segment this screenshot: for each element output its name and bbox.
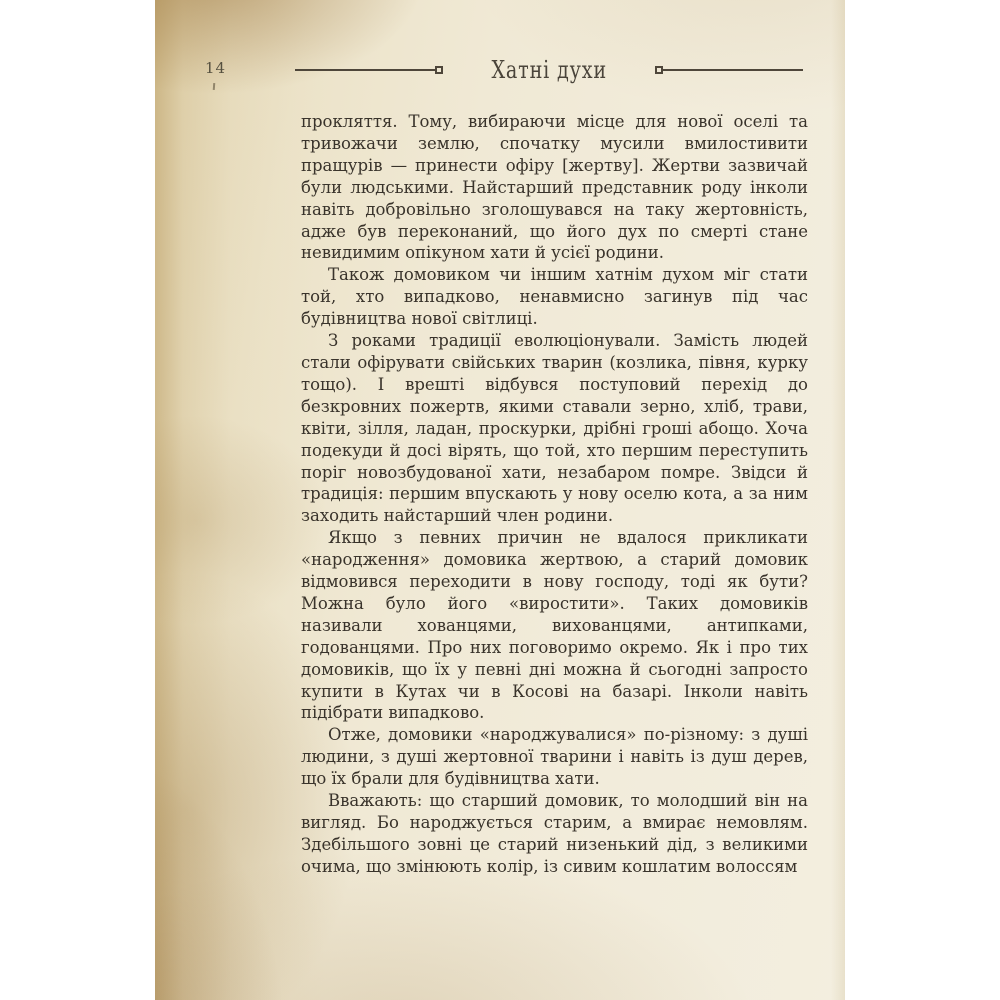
square-cap-left-icon [435, 66, 443, 74]
body-paragraph: Отже, домовики «народжувалися» по-різному: з душі людини, з душі жертовної тварини і навіть із душ дерев, що їх брали для будівництва хати. [301, 725, 808, 789]
chapter-title: Хатні духи [491, 56, 607, 84]
page-number-tick [213, 83, 215, 90]
square-cap-right-icon [655, 66, 663, 74]
body-paragraph: прокляття. Тому, вибираючи місце для нової оселі та тривожачи землю, спочатку мусили вмилостивити пращурів — принести офіру [жертву]. Жертви зазвичай були людськими. Найстарший представник роду інколи навіть добровільно зголошувався на таку жертовність, адже був переконаний, що його дух по смерті стане невидимим опікуном хати й усієї родини. [301, 112, 808, 263]
body-paragraph: Також домовиком чи іншим хатнім духом міг стати той, хто випадково, ненавмисно загинув під час будівництва нової світлиці. [301, 265, 808, 329]
body-paragraph: Вважають: що старший домовик, то молодший він на вигляд. Бо народжується старим, а вмирає немовлям. Здебільшого зовні це старий низенький дід, з великими очима, що змінюють колір, із сивим кошлатим волоссям [301, 791, 808, 876]
page-paper [155, 0, 845, 1000]
header-rule-right [663, 69, 803, 71]
header-ornament [295, 56, 803, 84]
header-rule-left [295, 69, 435, 71]
running-header [155, 56, 845, 90]
body-paragraph: Якщо з певних причин не вдалося прикликати «народження» домовика жертвою, а старий домовик відмовився переходити в нову господу, тоді як бути? Можна було його «виростити». Таких домовиків називали хованцями, вихованцями, антипками, годованцями. Про них поговоримо окремо. Як і про тих домовиків, що їх у певні дні можна й сьогодні запросто купити в Кутах чи в Косові на базарі. Інколи навіть підібрати випадково. [301, 528, 808, 723]
body-paragraph: З роками традиції еволюціонували. Замість людей стали офірувати свійських тварин (козлика, півня, курку тощо). І врешті відбувся поступовий перехід до безкровних пожертв, якими ставали зерно, хліб, трави, квіти, зілля, ладан, проскурки, дрібні гроші абощо. Хоча подекуди й досі вірять, що той, хто першим переступить поріг новозбудованої хати, незабаром помре. Звідси й традиція: першим впускають у нову оселю кота, а за ним заходить найстарший член родини. [301, 331, 808, 526]
body-text [301, 111, 808, 878]
page-number: 14 [205, 59, 227, 77]
